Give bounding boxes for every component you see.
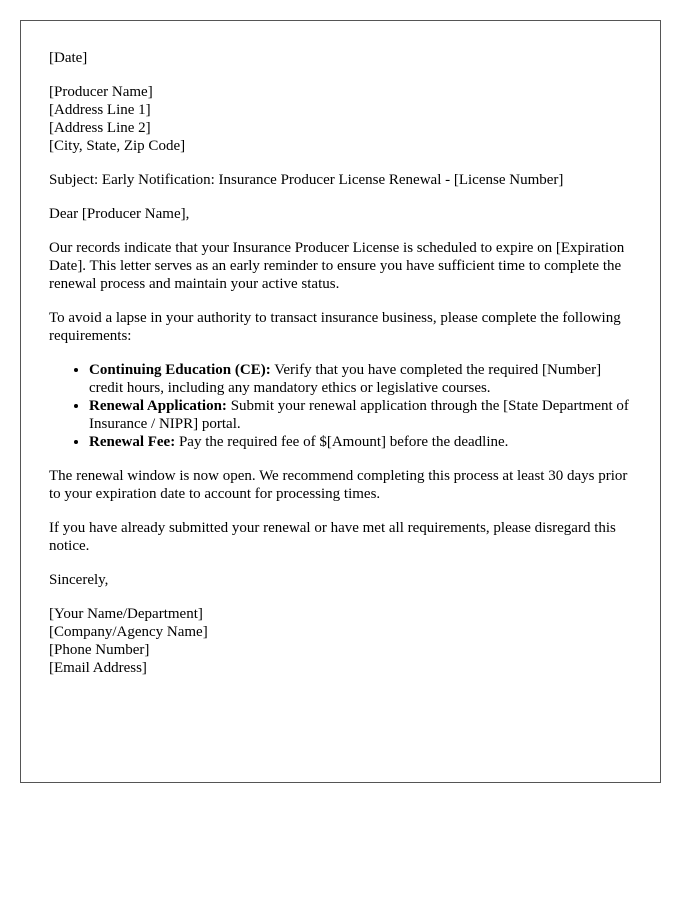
signature-email: [Email Address] [49,660,147,676]
list-item [89,397,632,433]
list-item [89,433,632,451]
city-state-zip: [City, State, Zip Code] [49,138,186,154]
requirement-text: Pay the required fee of $[Amount] before the deadline. [175,434,509,450]
salutation: Dear [Producer Name], [49,206,190,222]
recipient-name: [Producer Name] [49,84,153,100]
requirements-list [49,361,632,451]
signature-block [49,605,632,677]
list-item [89,361,632,397]
signature-name: [Your Name/Department] [49,606,203,622]
requirement-text: Submit your renewal application through the [State Department of Insurance / NIPR] portal. [89,398,629,432]
requirements-intro: To avoid a lapse in your authority to transact insurance business, please complete the following requirements: [49,310,621,344]
subject: Subject: Early Notification: Insurance Producer License Renewal - [License Number] [49,172,564,188]
intro-paragraph: Our records indicate that your Insurance Producer License is scheduled to expire on [Expiration Date]. This letter serves as an early reminder to ensure you have sufficient time to complete the renewal process and maintain your active status. [49,240,625,292]
address-line-2: [Address Line 2] [49,120,151,136]
requirement-label: Continuing Education (CE): [89,362,271,378]
letter [20,20,661,783]
renewal-window-paragraph: The renewal window is now open. We recommend completing this process at least 30 days prior to your expiration date to account for processing times. [49,468,628,502]
address-line-1: [Address Line 1] [49,102,151,118]
requirement-label: Renewal Fee: [89,434,176,450]
signature-phone: [Phone Number] [49,642,150,658]
signature-company: [Company/Agency Name] [49,624,208,640]
requirement-label: Renewal Application: [89,398,227,414]
closing: Sincerely, [49,572,109,588]
recipient-address [49,83,632,155]
disregard-paragraph: If you have already submitted your renewal or have met all requirements, please disregard this notice. [49,520,616,554]
date: [Date] [49,50,88,66]
requirement-text: Verify that you have completed the required [Number] credit hours, including any mandatory ethics or legislative courses. [89,362,602,396]
